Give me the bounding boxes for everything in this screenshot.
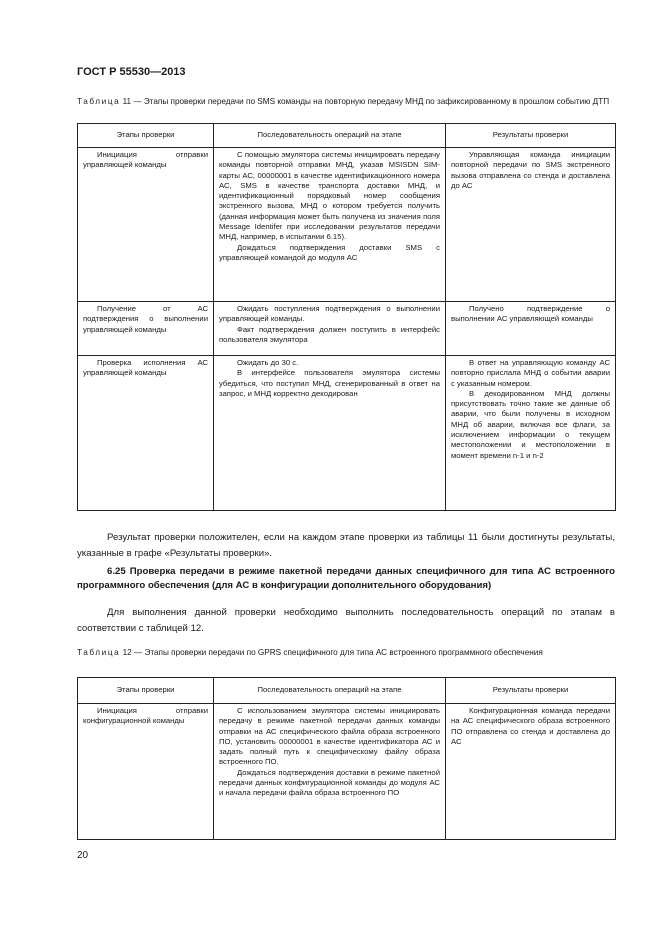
table-12 bbox=[77, 677, 616, 840]
caption-prefix: Таблица bbox=[77, 97, 121, 106]
caption-number: 11 bbox=[122, 97, 132, 106]
caption-number: 12 bbox=[122, 648, 132, 657]
table-row bbox=[78, 148, 616, 302]
results-cell: Получено подтверждение о выполнении АС управляющей команды bbox=[446, 302, 616, 356]
section-heading: 6.25 Проверка передачи в режиме пакетной передачи данных специфичного для типа АС встроенного программного обеспечения (для АС в конфигурации дополнительного оборудования) bbox=[77, 566, 615, 591]
operations-cell: Ожидать до 30 с. В интерфейсе пользователя эмулятора системы убедиться, что поступил МНД, сгенерированный в ответ на запрос, и МНД корректно декодирован bbox=[214, 356, 446, 511]
section-text: Для выполнения данной проверки необходимо выполнить последовательность операций по этапам в соответствии с таблицей 12. bbox=[77, 607, 615, 634]
table-row bbox=[78, 356, 616, 511]
stage-cell: Получение от АС подтверждения о выполнении управляющей команды bbox=[78, 302, 214, 356]
caption-prefix: Таблица bbox=[77, 648, 121, 657]
column-header: Результаты проверки bbox=[446, 678, 616, 704]
stage-cell: Инициация отправки управляющей команды bbox=[78, 148, 214, 302]
table-row bbox=[78, 704, 616, 840]
table-row bbox=[78, 302, 616, 356]
stage-cell: Проверка исполнения АС управляющей команды bbox=[78, 356, 214, 511]
results-cell: В ответ на управляющую команду АС повторно прислала МНД о событии аварии с указанным номером. В декодированном МНД должны присутствовать точно такие же данные об аварии, что были получены в исходном МНД об аварии, включая все флаги, за исключением информации о текущем местоположении и местоположении в момент времени n-1 и n-2 bbox=[446, 356, 616, 511]
table-11 bbox=[77, 123, 616, 511]
operations-cell: Ожидать поступления подтверждения о выполнении управляющей команды. Факт подтверждения должен поступить в интерфейс пользователя эмулятора bbox=[214, 302, 446, 356]
operations-cell: С помощью эмулятора системы инициировать передачу команды повторной отправки МНД, указав MSISDN SIM-карты АС, 00000001 в качестве идентификационного номера АС, SMS в качестве транспорта доставки МНД, и идентификационный порядковый номер сообщения экстренного вызова, МНД о котором требуется получить (данная информация может быть получена из значения поля Message Identifer при исследовании результатов передачи МНД, например, в испытании 6.15). Дождаться подтверждения доставки SMS с управляющей командой до модуля АС bbox=[214, 148, 446, 302]
caption-text: — Этапы проверки передачи по GPRS специфичного для типа АС встроенного программного обеспечения bbox=[131, 648, 543, 657]
table-header-row bbox=[78, 678, 616, 704]
caption-text: — Этапы проверки передачи по SMS команды на повторную передачу МНД по зафиксированному в прошлом событию ДТП bbox=[131, 97, 610, 106]
result-paragraph: Результат проверки положителен, если на каждом этапе проверки из таблицы 11 были достигнуты результаты, указанные в графе «Результаты проверки». bbox=[77, 532, 615, 559]
operations-cell: С использованием эмулятора системы инициировать передачу в режиме пакетной передачи данных команды отправки на АС специфического файла образа встроенного ПО, установить 00000001 в качестве идентификатора АС и задать полный путь к специфическому файлу образа встроенного ПО. Дождаться подтверждения доставки в режиме пакетной передачи данных конфигурационной команды до модуля АС и начала передачи файла образа встроенного ПО bbox=[214, 704, 446, 840]
column-header: Результаты проверки bbox=[446, 124, 616, 148]
document-header: ГОСТ Р 55530—2013 bbox=[77, 66, 186, 78]
stage-cell: Инициация отправки конфигурационной команды bbox=[78, 704, 214, 840]
results-cell: Конфигурационная команда передачи на АС специфического образа встроенного ПО отправлена со стенда и доставлена до АС bbox=[446, 704, 616, 840]
table-header-row bbox=[78, 124, 616, 148]
column-header: Этапы проверки bbox=[78, 678, 214, 704]
results-cell: Управляющая команда инициации повторной передачи по SMS экстренного вызова отправлена со стенда и доставлена до АС bbox=[446, 148, 616, 302]
column-header: Последовательность операций на этапе bbox=[214, 678, 446, 704]
column-header: Этапы проверки bbox=[78, 124, 214, 148]
table-11-caption bbox=[77, 96, 615, 107]
column-header: Последовательность операций на этапе bbox=[214, 124, 446, 148]
table-12-caption bbox=[77, 647, 615, 658]
page-number: 20 bbox=[77, 850, 89, 861]
